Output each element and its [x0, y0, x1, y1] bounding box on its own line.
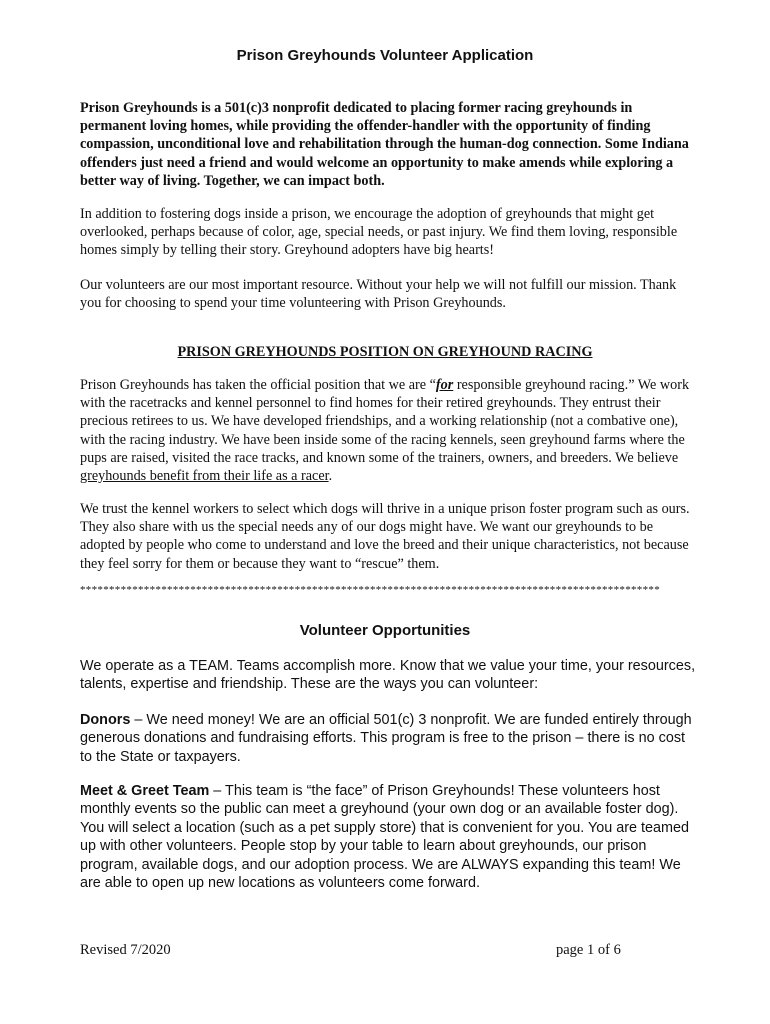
position-text-start: Prison Greyhounds has taken the official position that we are “ — [80, 377, 436, 393]
donors-text: – We need money! We are an official 501(c) 3 nonprofit. We are funded entirely through generous donations and fundraising efforts. This program is free to the prison – there is no cost to the State or taxpayers. — [80, 712, 692, 765]
volunteers-paragraph: Our volunteers are our most important resource. Without your help we will not fulfill our mission. Thank you for choosing to spend your time volunteering with Prison Greyhounds. — [80, 277, 677, 312]
position-text-end: . — [328, 468, 333, 485]
meet-greet-paragraph — [80, 782, 700, 892]
meet-greet-text: – This team is “the face” of Prison Greyhounds! These volunteers host monthly events so the public can meet a greyhound (your own dog or an available foster dog). You will select a location (such as a pet supply store) that is convenient for you. You are teamed up with other volunteers. People stop by your table to learn about greyhounds, our prison program, available dogs, and our adoption process. We are ALWAYS expanding this team! We are able to open up new locations as volunteers come forward. — [80, 783, 690, 892]
position-text-middle: responsible greyhound racing.” We work with the racetracks and kennel personnel to find homes for their retired greyhounds. They entrust their precious retirees to us. We have developed friendships, and a working relationship (not a combative one), with the racing industry. We have been inside some of the racing kennels, seen greyhound farms where the pups are raised, visited the race tracks, and known some of the trainers, owners, and breeders. We believe — [80, 377, 690, 466]
volunteer-intro: We operate as a TEAM. Teams accomplish more. Know that we value your time, your resources, talents, expertise and friendship. These are the ways you can volunteer: — [80, 658, 696, 693]
separator-line: **************************************************************************************************** — [80, 584, 660, 596]
donors-label: Donors — [80, 712, 131, 728]
position-emphasis: for — [435, 377, 454, 393]
revision-date: Revised 7/2020 — [80, 942, 171, 958]
intro-paragraph: Prison Greyhounds is a 501(c)3 nonprofit dedicated to placing former racing greyhounds in permanent loving homes, while providing the offender-handler with the opportunity of finding compassion, unconditional love and rehabilitation through the human-dog connection. Some Indiana offenders just need a friend and would welcome an opportunity to make amends while exploring a better way of living. Together, we can impact both. — [80, 100, 689, 189]
position-underlined-text: greyhounds benefit from their life as a racer — [80, 468, 329, 485]
page-title: Prison Greyhounds Volunteer Application — [236, 47, 534, 64]
position-heading: PRISON GREYHOUNDS POSITION ON GREYHOUND RACING — [177, 344, 593, 360]
donors-paragraph — [80, 711, 700, 766]
fostering-paragraph: In addition to fostering dogs inside a prison, we encourage the adoption of greyhounds that might get overlooked, perhaps because of color, age, special needs, or past injury. We find them loving, responsible homes simply by telling their story. Greyhound adopters have big hearts! — [80, 206, 678, 259]
volunteer-heading: Volunteer Opportunities — [299, 622, 471, 639]
page-number: page 1 of 6 — [556, 942, 621, 958]
position-paragraph — [80, 376, 700, 485]
meet-greet-label: Meet & Greet Team — [80, 783, 210, 799]
kennel-paragraph: We trust the kennel workers to select which dogs will thrive in a unique prison foster program such as ours. They also share with us the special needs any of our dogs might have. We want our greyhounds to be adopted by people who come to understand and love the breed and their unique characteristics, not because they feel sorry for them or because they want to “rescue” them. — [80, 501, 690, 572]
